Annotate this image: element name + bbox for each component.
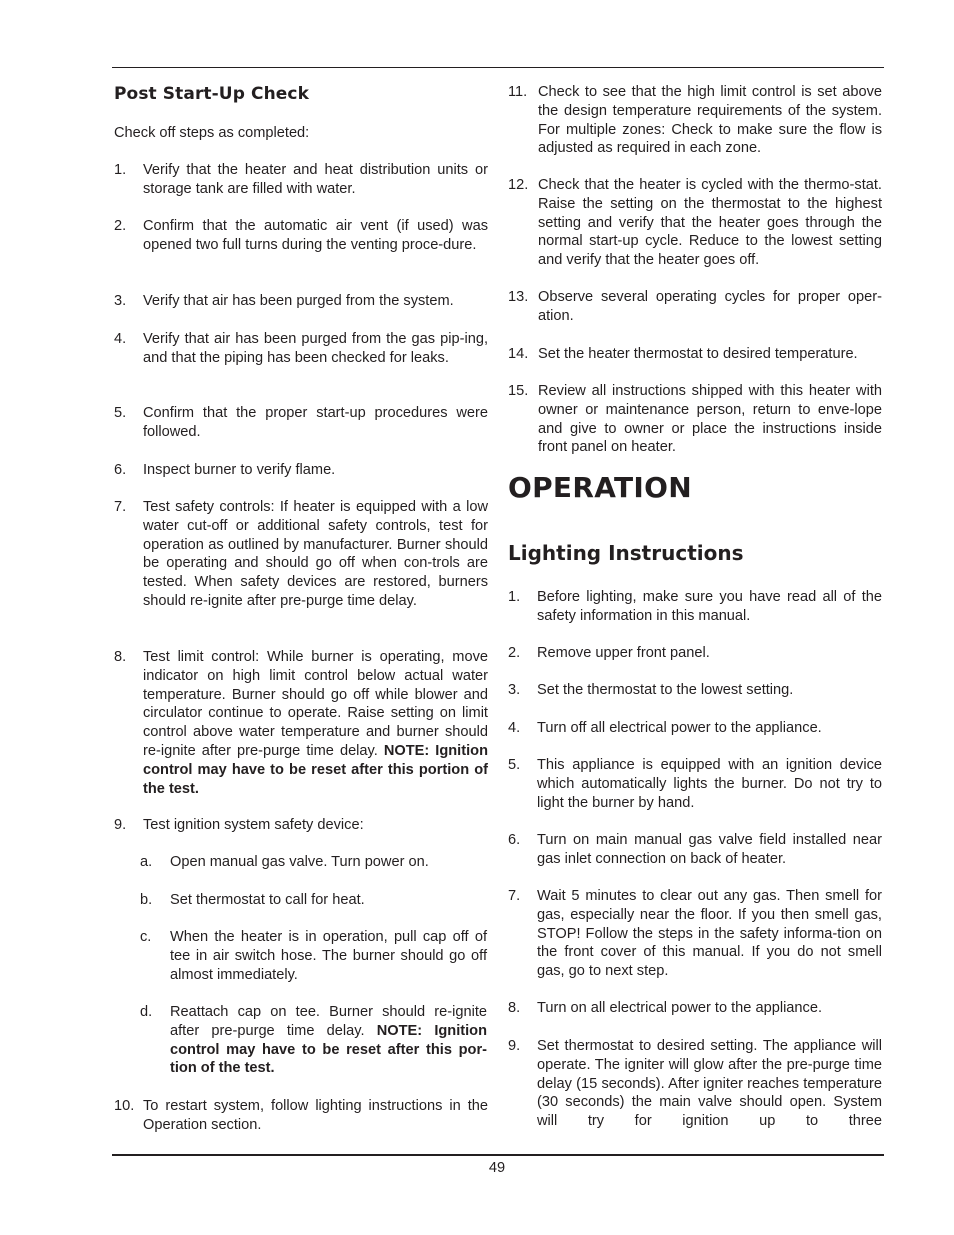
note-text: NOTE: Ignition control may have to be reset after this por-tion of the test.	[170, 1022, 487, 1077]
lighting-step: 2. Remove upper front panel.	[508, 645, 710, 661]
list-item: 1. Verify that the heater and heat distribution units or storage tank are filled with water.	[114, 162, 488, 197]
list-item: 7. Test safety controls: If heater is equipped with a low water cut-off or additional safety controls, test for operation as outlined by manufacturer. Burner should be operating and should go off when con-trols are tested. When safety devices are restored, burners should re-ignite after pre-purge time delay.	[114, 499, 488, 609]
lighting-step: 4. Turn off all electrical power to the appliance.	[508, 720, 822, 736]
lighting-step: 6. Turn on main manual gas valve field installed near gas inlet connection on back of heater.	[508, 832, 882, 867]
post-startup-heading: Post Start-Up Check	[114, 84, 309, 104]
list-item: 10. To restart system, follow lighting instructions in the Operation section.	[114, 1098, 488, 1133]
list-item: 9. Test ignition system safety device:	[114, 817, 364, 833]
list-item: 12. Check that the heater is cycled with the thermo-stat. Raise the setting on the thermostat to the highest setting and verify that the heater goes through the normal start-up cycle. Reduce to the lowest setting and verify that the heater goes off.	[508, 177, 882, 269]
list-item: 11. Check to see that the high limit control is set above the design temperature requirements of the system. For multiple zones: Check to make sure the flow is adjusted as required in each zone.	[508, 84, 882, 157]
sub-list-item: c. When the heater is in operation, pull cap off of tee in air switch hose. The burner should go off almost immediately.	[140, 929, 487, 983]
lighting-step: 7. Wait 5 minutes to clear out any gas. Then smell for gas, especially near the floor. If you then smell gas, STOP! Follow the steps in the safety informa-tion on the front cover of this manual. If you do not smell gas, go to next step.	[508, 888, 882, 980]
list-item: 4. Verify that air has been purged from the gas pip-ing, and that the piping has been checked for leaks.	[114, 331, 488, 366]
list-item: 14. Set the heater thermostat to desired temperature.	[508, 346, 858, 362]
note-text: NOTE: Ignition control may have to be reset after this portion of the test.	[143, 742, 488, 797]
lighting-instructions-heading: Lighting Instructions	[508, 541, 744, 565]
lighting-step: 3. Set the thermostat to the lowest setting.	[508, 682, 794, 698]
list-item: 8. Test limit control: While burner is operating, move indicator on high limit control below actual water temperature. Burner should go off while blower and circulator continue to operate. Raise setting on limit control above water temperature and burner should re-ignite after pre-purge time delay. NOTE: Ignition control may have to be reset after this portion of the test.	[114, 649, 488, 797]
lighting-step: 9. Set thermostat to desired setting. The appliance will operate. The igniter will glow after the pre-purge time delay (15 seconds). After igniter reaches temperature (30 seconds) the main valve should open. System will try for ignition up to three	[508, 1038, 882, 1130]
list-item: 3. Verify that air has been purged from the system.	[114, 293, 454, 309]
lighting-step: 1. Before lighting, make sure you have read all of the safety information in this manual.	[508, 589, 882, 624]
lighting-step: 8. Turn on all electrical power to the appliance.	[508, 1000, 823, 1016]
list-item: 2. Confirm that the automatic air vent (if used) was opened two full turns during the venting proce-dure.	[114, 218, 488, 253]
list-item: 6. Inspect burner to verify flame.	[114, 462, 336, 478]
list-item: 13. Observe several operating cycles for proper oper-ation.	[508, 289, 882, 324]
lighting-step: 5. This appliance is equipped with an ignition device which automatically lights the burner. Do not try to light the burner by hand.	[508, 757, 882, 811]
sub-list-item: d. Reattach cap on tee. Burner should re-ignite after pre-purge time delay. NOTE: Ignition control may have to be reset after this por-tion of the test.	[140, 1004, 487, 1077]
sub-list-item: b. Set thermostat to call for heat.	[140, 892, 365, 908]
list-item: 15. Review all instructions shipped with this heater with owner or maintenance person, return to enve-lope and give to owner or place the instructions inside front panel on heater.	[508, 383, 882, 456]
page-number: 49	[488, 1160, 506, 1176]
list-item: 5. Confirm that the proper start-up procedures were followed.	[114, 405, 488, 440]
bottom-rule	[112, 1154, 884, 1156]
sub-list-item: a. Open manual gas valve. Turn power on.	[140, 854, 429, 870]
top-rule	[112, 67, 884, 68]
section-title: OPERATION	[508, 471, 692, 504]
intro-text: Check off steps as completed:	[114, 125, 310, 141]
